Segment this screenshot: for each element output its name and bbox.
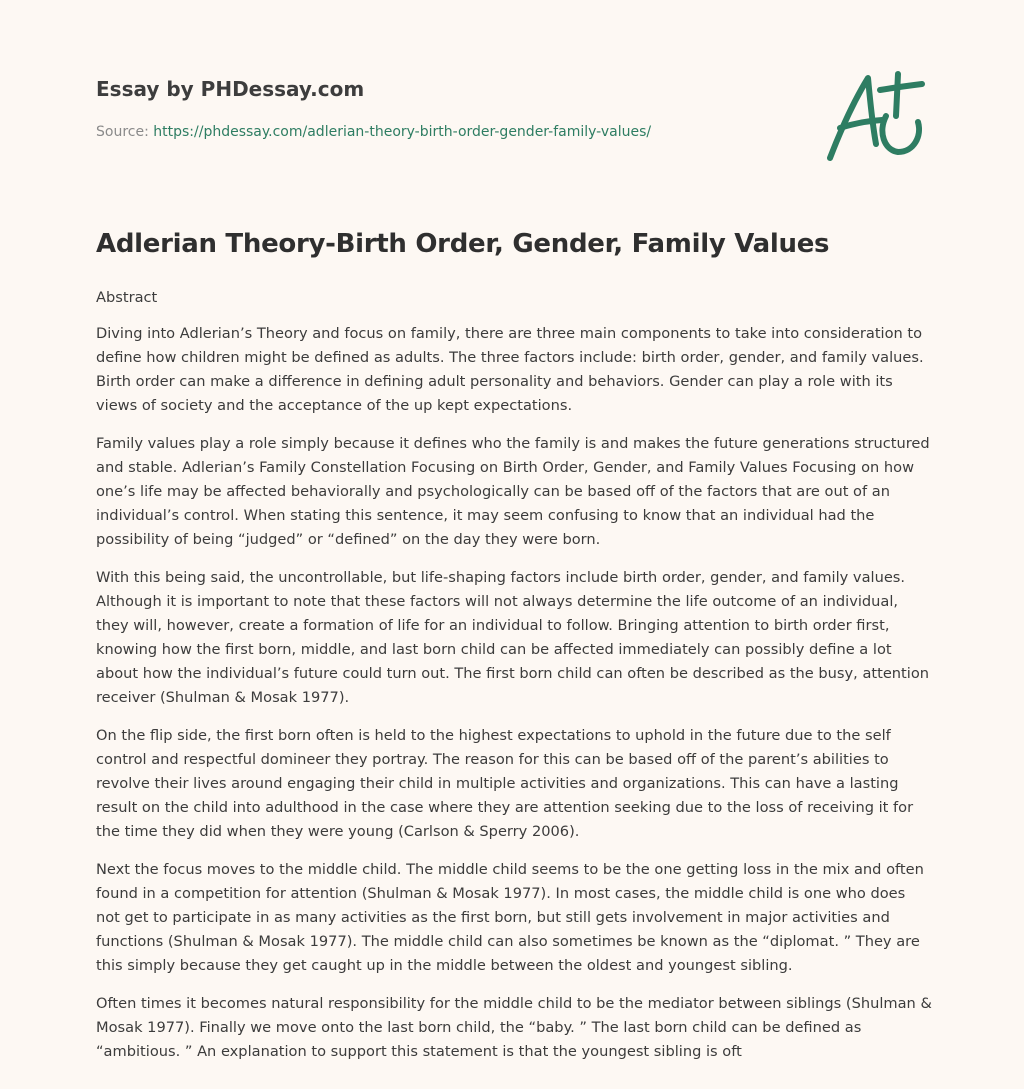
paragraph: With this being said, the uncontrollable, but life-shaping factors include birth order, gender, and family values. Although it is important to note that these factors will not always determine the life outcome of an individual, they will, however, create a formation of life for an individual to follow. Bringing attention to birth order first, knowing how the first born, middle, and last born child can be affected immediately can possibly define a lot about how the individual’s future could turn out. The first born child can often be described as the busy, attention receiver (Shulman & Mosak 1977). — [96, 569, 930, 706]
article-title: Adlerian Theory-Birth Order, Gender, Family Values — [96, 229, 830, 259]
paragraph: Often times it becomes natural responsibility for the middle child to be the mediator between siblings (Shulman & Mosak 1977). Finally we move onto the last born child, the “baby. ” The last born child can be defined as “ambitious. ” An explanation to support this statement is that the youngest sibling is oft — [96, 995, 932, 1060]
source-link[interactable]: https://phdessay.com/adlerian-theory-birth-order-gender-family-values/ — [153, 124, 652, 140]
paragraph: Next the focus moves to the middle child. The middle child seems to be the one getting loss in the mix and often found in a competition for attention (Shulman & Mosak 1977). In most cases, the middle child is one who does not get to participate in as many activities as the first born, but still gets involvement in major activities and functions (Shulman & Mosak 1977). The middle child can also sometimes be known as the “diplomat. ” They are this simply because they get caught up in the middle between the oldest and youngest sibling. — [96, 861, 924, 974]
article-body — [96, 286, 932, 1078]
source-line — [96, 122, 736, 142]
paragraph: Family values play a role simply because it defines who the family is and makes the future generations structured and stable. Adlerian’s Family Constellation Focusing on Birth Order, Gender, and Family Values Focusing on how one’s life may be affected behaviorally and psychologically can be based off of the factors that are out of an individual’s control. When stating this sentence, it may seem confusing to know that an individual had the possibility of being “judged” or “defined” on the day they were born. — [96, 435, 930, 548]
abstract-heading: Abstract — [96, 289, 158, 306]
paragraph: On the flip side, the first born often is held to the highest expectations to uphold in the future due to the self control and respectful domineer they portray. The reason for this can be based off of the parent’s abilities to revolve their lives around engaging their child in multiple activities and organizations. This can have a lasting result on the child into adulthood in the case where they are attention seeking due to the loss of receiving it for the time they did when they were young (Carlson & Sperry 2006). — [96, 727, 914, 840]
a-plus-logo-icon — [818, 66, 930, 166]
source-label: Source: — [96, 124, 149, 140]
paragraph: Diving into Adlerian’s Theory and focus on family, there are three main components to take into consideration to define how children might be defined as adults. The three factors include: birth order, gender, and family values. Birth order can make a difference in defining adult personality and behaviors. Gender can play a role with its views of society and the acceptance of the up kept expectations. — [96, 325, 924, 414]
site-header — [96, 74, 736, 142]
site-title: Essay by PHDessay.com — [96, 77, 365, 101]
